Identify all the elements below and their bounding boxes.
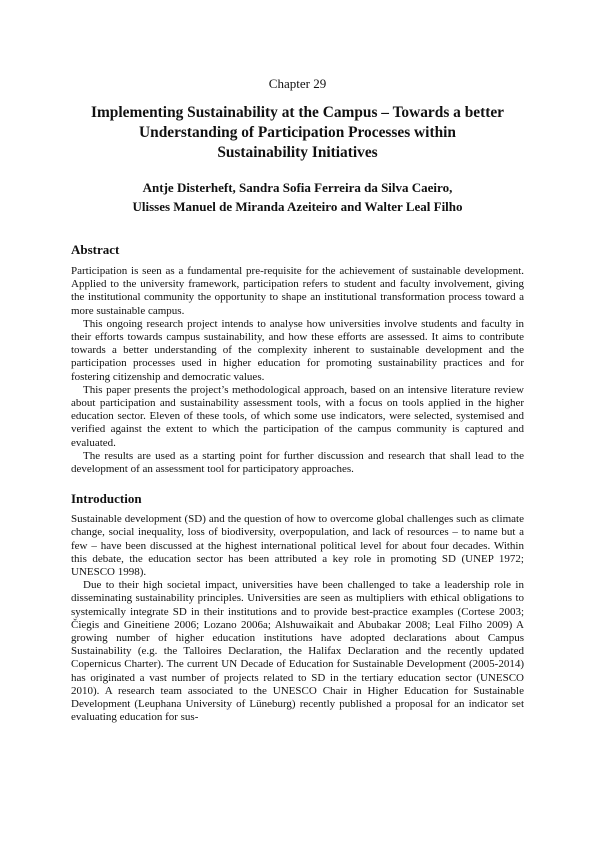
title-line: Sustainability Initiatives <box>217 144 378 161</box>
chapter-label: Chapter 29 <box>268 76 327 91</box>
abstract-heading: Abstract <box>71 242 120 257</box>
author-list <box>60 178 535 216</box>
introduction-paragraph: Due to their high societal impact, universities have been challenged to take a leadership role in disseminating sustainability principles. Universities are seen as multipliers with ethical obligations to systemically integrate SD in their institutions and to provide best-practice examples (Cortese 2003; Čiegis and Gineitiene 2006; Lozano 2006a; Alshuwaikait and Abubakar 2008; Leal Filho 2009) A growing number of higher education institutions have adopted declarations about Campus Sustainability (e.g. the Talloires Declaration, the Halifax Declaration and the recently updated Copernicus Charter). The current UN Decade of Education for Sustainable Development (2005-2014) has originated a vast number of projects related to SD in the tertiary education sector (UNESCO 2010). A research team associated to the UNESCO Chair in Higher Education for Sustainable Development (Leuphana University of Lüneburg) recently published a proposal for an indicator set evaluating education for sus- <box>71 579 524 724</box>
paper-title <box>60 103 535 163</box>
author-line: Ulisses Manuel de Miranda Azeiteiro and Walter Leal Filho <box>132 199 463 214</box>
title-line: Implementing Sustainability at the Campus – Towards a better <box>90 104 505 121</box>
body-text <box>71 242 524 725</box>
abstract-paragraph: Participation is seen as a fundamental pre-requisite for the achievement of sustainable development. Applied to the university framework, participation refers to student and faculty involvement, giving the institutional community the opportunity to shape an institutional transformation process toward a more sustainable campus. <box>71 265 524 317</box>
author-line: Antje Disterheft, Sandra Sofia Ferreira da Silva Caeiro, <box>142 180 453 195</box>
introduction-paragraph: Sustainable development (SD) and the question of how to overcome global challenges such as climate change, social inequality, loss of biodiversity, overpopulation, and lack of resources – to name but a few – have been discussed at the highest international political level for about four decades. Within this debate, the education sector has been attributed a key role in promoting SD (UNEP 1972; UNESCO 1998). <box>71 513 524 579</box>
abstract-paragraph: This paper presents the project’s methodological approach, based on an intensive literature review about participation and sustainability assessment tools, with a focus on tools applied in the higher education sector. Eleven of these tools, of which some use indicators, were selected, systemised and verified against the extent to which the participation of the campus community is captured and evaluated. <box>71 383 524 449</box>
introduction-section <box>71 491 524 724</box>
abstract-paragraph: This ongoing research project intends to analyse how universities involve students and faculty in their efforts towards campus sustainability, and how these efforts are assessed. It aims to contribute towards a better understanding of the complexity inherent to sustainable development and the participation processes used in higher education for promoting sustainability practices and for fostering citizenship and democratic values. <box>71 317 524 383</box>
abstract-section <box>71 242 524 476</box>
introduction-heading: Introduction <box>71 491 142 507</box>
title-line: Understanding of Participation Processes within <box>139 124 456 141</box>
abstract-paragraph: The results are used as a starting point for further discussion and research that shall lead to the development of an assessment tool for participatory approaches. <box>71 449 524 476</box>
